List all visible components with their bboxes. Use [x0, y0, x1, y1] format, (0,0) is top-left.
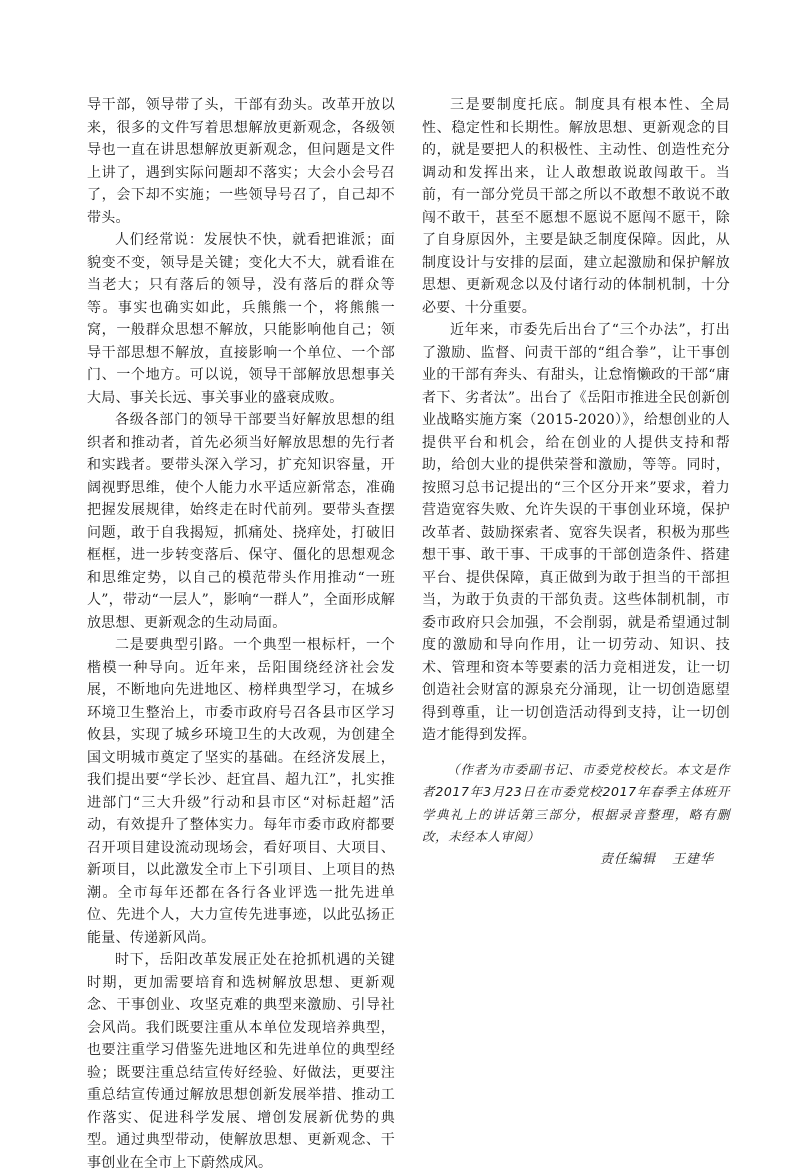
paragraph: 三是要制度托底。制度具有根本性、全局性、稳定性和长期性。解放思想、更新观念的目的，就是要把人的积极性、主动性、创造性充分调动和发挥出来，让人敢想敢说敢闯敢干。当前，有一部分党员干部之所以不敢想不敢说不敢闯不敢干，甚至不愿想不愿说不愿闯不愿干，除了自身原因外，主要是缺乏制度保障。因此，从制度设计与安排的层面，建立起激励和保护解放思想、更新观念以及付诸行动的体制机制，十分必要、十分重要。 [422, 97, 730, 316]
editor-name: 王建华 [671, 851, 714, 867]
paragraph: 导干部，领导带了头，干部有劲头。改革开放以来，很多的文件写着思想解放更新观念，各级领导也一直在讲思想解放更新观念，但问题是文件上讲了，遇到实际问题却不落实；大会小会号召了，会下却不实施；一些领导号召了，自己却不带头。 [87, 97, 395, 226]
paragraph: 人们经常说：发展快不快，就看把谁派；面貌变不变，领导是关键；变化大不大，就看谁在当老大；只有落后的领导，没有落后的群众等等。事实也确实如此，兵熊熊一个，将熊熊一窝，一般群众思想不解放，只能影响他自己；领导干部思想不解放，直接影响一个单位、一个部门、一个地方。可以说，领导干部解放思想事关大局、事关长远、事关事业的盛衰成败。 [87, 232, 395, 406]
paragraph: 时下，岳阳改革发展正处在抢抓机遇的关键时期，更加需要培育和选树解放思想、更新观念、干事创业、攻坚克难的典型来激励、引导社会风尚。我们既要注重从本单位发现培养典型，也要注重学习借鉴先进地区和先进单位的典型经验；既要注重总结宣传好经验、好做法，更要注重总结宣传通过解放思想创新发展举措、推动工作落实、促进科学发展、增创发展新优势的典型。通过典型带动，使解放思想、更新观念、干事创业在全市上下蔚然成风。 [87, 952, 395, 1171]
paragraph: 各级各部门的领导干部要当好解放思想的组织者和推动者，首先必须当好解放思想的先行者和实践者。要带头深入学习，扩充知识容量，开阔视野思维，使个人能力水平适应新常态，准确把握发展规律，始终走在时代前列。要带头查摆问题，敢于自我揭短，抓痛处、挠痒处，打破旧框框，进一步转变落后、保守、僵化的思想观念和思维定势，以自己的模范带头作用推动“一班人”，带动“一层人”，影响“一群人”，全面形成解放思想、更新观念的生动局面。 [87, 412, 395, 631]
article-column-right [422, 94, 730, 871]
editor-label: 责任编辑 [599, 851, 656, 867]
editor-credit [422, 849, 730, 872]
paragraph: 近年来，市委先后出台了“三个办法”，打出了激励、监督、问责干部的“组合拳”，让干事创业的干部有奔头、有甜头，让怠惰懒政的干部“庸者下、劣者汰”。出台了《岳阳市推进全民创新创业战略实施方案（2015-2020）》，给想创业的人提供平台和机会，给在创业的人提供支持和帮助，给创大业的提供荣誉和激励，等等。同时，按照习总书记提出的“三个区分开来”要求，着力营造宽容失败、允许失误的干事创业环境，保护改革者、鼓励探索者、宽容失误者，积极为那些想干事、敢干事、干成事的干部创造条件、搭建平台、提供保障，真正做到为敢于担当的干部担当，为敢于负责的干部负责。这些体制机制，市委市政府只会加强，不会削弱，就是希望通过制度的激励和导向作用，让一切劳动、知识、技术、管理和资本等要素的活力竞相迸发，让一切创造社会财富的源泉充分涌现，让一切创造愿望得到尊重，让一切创造活动得到支持，让一切创造才能得到发挥。 [422, 322, 730, 743]
article-column-left [87, 94, 395, 1174]
author-note: （作者为市委副书记、市委党校校长。本文是作者2017年3月23日在市委党校2017年春季主体班开学典礼上的讲话第三部分，根据录音整理，略有删改，未经本人审阅） [422, 761, 730, 844]
paragraph: 二是要典型引路。一个典型一根标杆，一个楷模一种导向。近年来，岳阳围绕经济社会发展，不断地向先进地区、榜样典型学习，在城乡环境卫生整治上，市委市政府号召各县市区学习攸县，实现了城乡环境卫生的大改观，为创建全国文明城市奠定了坚实的基础。在经济发展上，我们提出要“学长沙、赶宜昌、超九江”，扎实推进部门“三大升级”行动和县市区“对标赶超”活动，有效提升了整体实力。每年市委市政府都要召开项目建设流动现场会，看好项目、大项目、新项目，以此激发全市上下引项目、上项目的热潮。全市每年还都在各行各业评选一批先进单位、先进个人，大力宣传先进事迹，以此弘扬正能量、传递新风尚。 [87, 637, 395, 946]
